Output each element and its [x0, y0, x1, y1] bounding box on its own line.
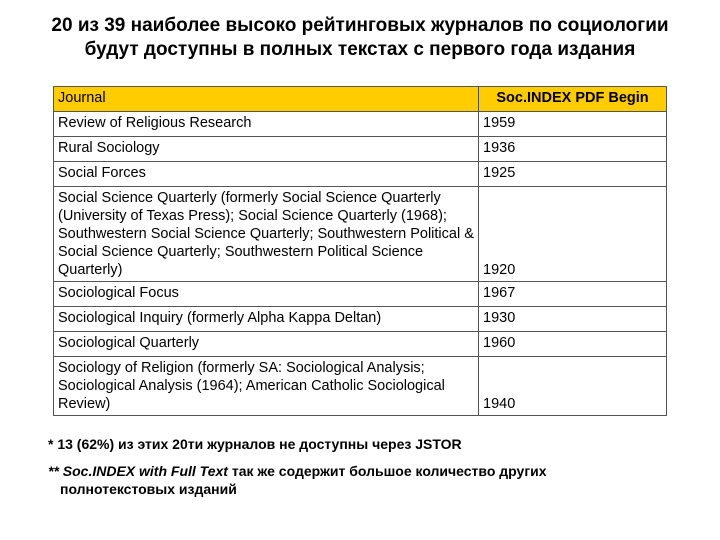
title-line-2: будут доступны в полных текстах с первого года издания	[84, 39, 636, 60]
table-row	[54, 112, 667, 137]
footnote-socindex-text: так же содержит большое количество других	[227, 463, 547, 479]
year-cell: 1930	[479, 307, 667, 332]
year-cell: 1967	[479, 282, 667, 307]
footnote-jstor: * 13 (62%) из этих 20ти журналов не доступны через JSTOR	[48, 436, 462, 452]
year-cell: 1925	[479, 162, 667, 187]
journal-cell: Sociology of Religion (formerly SA: Sociological Analysis; Sociological Analysis (1964); American Catholic Sociological Review)	[54, 357, 479, 416]
footnote-socindex-line2: полнотекстовых изданий	[60, 481, 237, 497]
table-row	[54, 162, 667, 187]
table-row	[54, 307, 667, 332]
year-cell: 1960	[479, 332, 667, 357]
page-title	[0, 14, 720, 62]
footnote-socindex-product: ** Soc.INDEX with Full Text	[48, 463, 228, 479]
table-row	[54, 332, 667, 357]
journal-cell: Rural Sociology	[54, 137, 479, 162]
footnote-socindex	[48, 462, 668, 498]
year-cell: 1920	[479, 187, 667, 282]
table-row	[54, 357, 667, 416]
journal-cell: Review of Religious Research	[54, 112, 479, 137]
title-line-1: 20 из 39 наиболее высоко рейтинговых журналов по социологии	[51, 15, 669, 36]
journal-cell: Sociological Focus	[54, 282, 479, 307]
journals-table	[53, 86, 667, 416]
journal-cell: Sociological Inquiry (formerly Alpha Kappa Deltan)	[54, 307, 479, 332]
journal-cell: Sociological Quarterly	[54, 332, 479, 357]
table-row	[54, 137, 667, 162]
table-row	[54, 187, 667, 282]
table-row	[54, 282, 667, 307]
year-cell: 1936	[479, 137, 667, 162]
year-cell: 1940	[479, 357, 667, 416]
header-pdf-begin: Soc.INDEX PDF Begin	[479, 87, 667, 112]
year-cell: 1959	[479, 112, 667, 137]
journal-cell: Social Forces	[54, 162, 479, 187]
header-journal: Journal	[54, 87, 479, 112]
journal-cell: Social Science Quarterly (formerly Social Science Quarterly (University of Texas Press); Social Science Quarterly (1968); Southwestern Social Science Quarterly; Southwestern Political & Social Science Quarterly; Southwestern Political Science Quarterly)	[54, 187, 479, 282]
table-header-row	[54, 87, 667, 112]
